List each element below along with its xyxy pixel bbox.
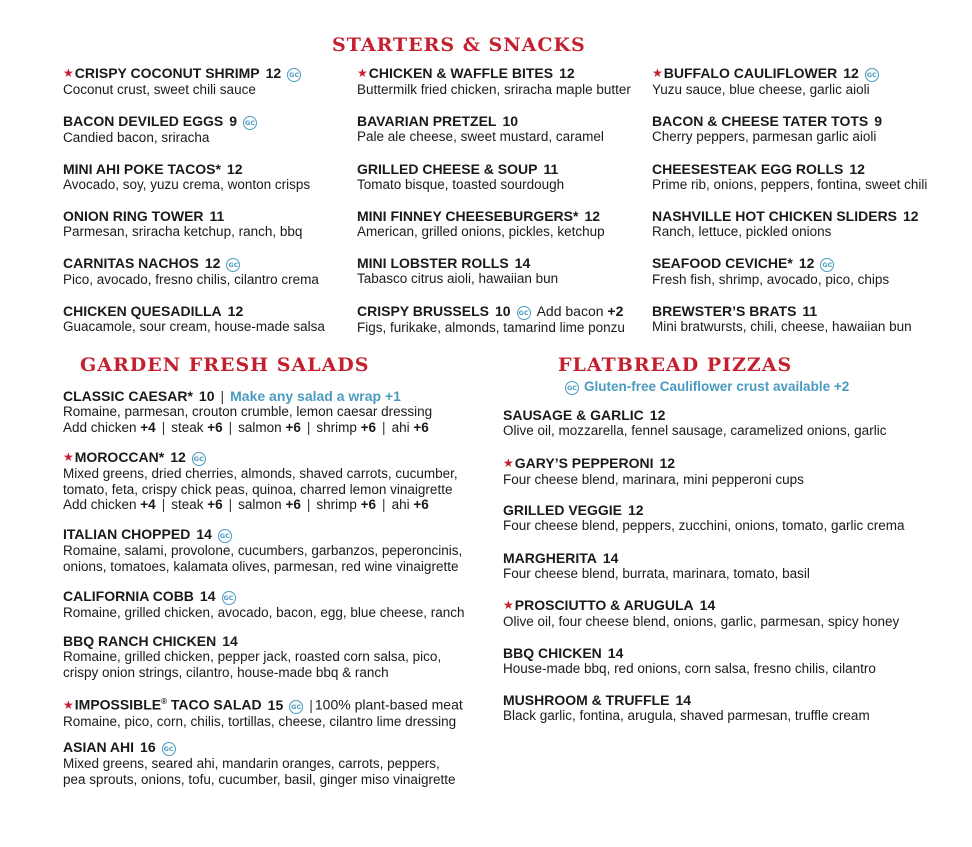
pizzas-heading: FLATBREAD PIZZAS: [558, 354, 793, 376]
item-price: 9: [874, 113, 883, 129]
item-description: Four cheese blend, marinara, mini pepperoni cups: [503, 472, 804, 487]
item-name: CHEESESTEAK EGG ROLLS: [652, 161, 844, 177]
gluten-free-crust-note: GC Gluten-free Cauliflower crust available +2: [566, 379, 850, 394]
item-price: 12: [584, 208, 601, 224]
item-price: 9: [229, 113, 238, 129]
star-icon: ★: [357, 66, 368, 80]
item-name: MINI LOBSTER ROLLS: [357, 255, 509, 271]
menu-item: [503, 550, 810, 582]
addon-note: Add bacon +2: [536, 303, 624, 319]
item-name: CARNITAS NACHOS: [63, 255, 199, 271]
item-price: 11: [802, 303, 818, 319]
item-price: 12: [226, 161, 243, 177]
registered-mark: ®: [161, 697, 168, 706]
item-name: MINI FINNEY CHEESEBURGERS*: [357, 208, 579, 224]
menu-item: [357, 113, 604, 145]
gluten-conscious-icon: GC: [162, 742, 176, 756]
star-icon: ★: [503, 598, 514, 612]
item-name: CRISPY COCONUT SHRIMP: [74, 65, 260, 81]
item-price: 10: [502, 113, 519, 129]
item-description: Prime rib, onions, peppers, fontina, sweet chili: [652, 177, 928, 192]
menu-item: [503, 502, 904, 534]
item-name: ASIAN AHI: [63, 739, 135, 755]
menu-item: [503, 455, 804, 488]
menu-item: [63, 588, 465, 621]
gluten-conscious-icon: GC: [517, 306, 531, 320]
gluten-conscious-icon: GC: [565, 381, 579, 395]
item-price: 14: [199, 588, 216, 604]
menu-item: [652, 255, 889, 288]
item-name: IMPOSSIBLE: [74, 696, 162, 713]
item-description-2: pea sprouts, onions, tofu, cucumber, basil, ginger miso vinaigrette: [63, 771, 456, 787]
item-description: Tabasco citrus aioli, hawaiian bun: [357, 271, 559, 286]
item-name: NASHVILLE HOT CHICKEN SLIDERS: [652, 208, 898, 224]
item-price: 14: [607, 645, 624, 661]
menu-item: [503, 645, 876, 677]
gluten-conscious-icon: GC: [289, 700, 303, 714]
menu-item: ★IMPOSSIBLE® TACO SALAD 15 GC | 100% plant-based meat Romaine, pico, corn, chilis, tortillas, cheese, cilantro lime dressing: [63, 696, 463, 729]
item-description: Parmesan, sriracha ketchup, ranch, bbq: [63, 224, 303, 239]
item-name: ONION RING TOWER: [63, 208, 204, 224]
menu-item: [357, 65, 631, 98]
item-description: American, grilled onions, pickles, ketchup: [357, 224, 605, 239]
item-description: Romaine, grilled chicken, pepper jack, roasted corn salsa, pico,: [63, 649, 442, 664]
menu-item: [503, 692, 870, 724]
item-price: 12: [204, 255, 221, 271]
item-description: Mixed greens, seared ahi, mandarin oranges, carrots, peppers,: [63, 756, 440, 771]
item-price: 12: [903, 208, 919, 224]
item-description: Coconut crust, sweet chili sauce: [63, 82, 256, 97]
item-name: SEAFOOD CEVICHE*: [652, 255, 793, 271]
menu-item: [63, 303, 325, 335]
item-description-2: onions, tomatoes, kalamata olives, parmesan, red wine vinaigrette: [63, 558, 459, 574]
item-name: BBQ CHICKEN: [503, 645, 602, 661]
item-description: Avocado, soy, yuzu crema, wonton crisps: [63, 177, 311, 192]
menu-item: [63, 526, 462, 574]
menu-item: [63, 161, 310, 193]
item-description-2: tomato, feta, crispy chick peas, quinoa, charred lemon vinaigrette: [63, 481, 453, 497]
item-description: Guacamole, sour cream, house-made salsa: [63, 319, 325, 334]
item-price: 12: [649, 407, 666, 423]
item-description: Romaine, pico, corn, chilis, tortillas, cheese, cilantro lime dressing: [63, 713, 457, 729]
item-price: 14: [699, 597, 716, 613]
item-name: CRISPY BRUSSELS: [357, 303, 489, 319]
item-description: Pale ale cheese, sweet mustard, caramel: [357, 129, 604, 144]
menu-item: [357, 303, 625, 336]
item-name: BACON DEVILED EGGS: [63, 113, 224, 129]
menu-item: [63, 255, 319, 288]
item-name: MARGHERITA: [503, 550, 597, 566]
menu-item: [63, 449, 458, 513]
item-name: ITALIAN CHOPPED: [63, 526, 191, 542]
item-description: Romaine, parmesan, crouton crumble, lemon caesar dressing: [63, 404, 433, 419]
menu-item: [63, 739, 455, 787]
item-price: 10: [198, 388, 215, 404]
salad-addons: Add chicken +4 | steak +6 | salmon +6 | shrimp +6 | ahi +6: [63, 497, 429, 512]
item-price: 14: [196, 526, 212, 542]
menu-item: [357, 161, 564, 193]
star-icon: ★: [63, 697, 74, 712]
item-name: CALIFORNIA COBB: [63, 588, 194, 604]
star-icon: ★: [63, 66, 74, 80]
item-price: 11: [209, 208, 225, 224]
menu-item: [63, 65, 301, 98]
item-description: Buttermilk fried chicken, sriracha maple butter: [357, 82, 631, 97]
item-price: 12: [265, 65, 282, 81]
item-price: 14: [602, 550, 619, 566]
item-name: MUSHROOM & TRUFFLE: [503, 692, 670, 708]
item-name: MINI AHI POKE TACOS*: [63, 161, 221, 177]
item-price: 14: [675, 692, 692, 708]
menu-item: [63, 633, 441, 680]
item-price: 12: [659, 455, 676, 471]
item-name: GRILLED CHEESE & SOUP: [357, 161, 538, 177]
item-name: GRILLED VEGGIE: [503, 502, 623, 518]
item-price: 15: [267, 696, 284, 713]
item-description: Candied bacon, sriracha: [63, 130, 210, 145]
menu-item: [652, 113, 882, 145]
item-description: Four cheese blend, peppers, zucchini, onions, tomato, garlic crema: [503, 518, 905, 533]
salad-addons: Add chicken +4 | steak +6 | salmon +6 | shrimp +6 | ahi +6: [63, 419, 429, 435]
item-price: 10: [495, 303, 511, 319]
menu-item: [63, 113, 257, 146]
salads-heading: GARDEN FRESH SALADS: [80, 354, 370, 376]
item-name: CHICKEN QUESADILLA: [63, 303, 222, 319]
menu-item: [652, 161, 927, 193]
star-icon: ★: [652, 66, 663, 80]
gluten-conscious-icon: GC: [287, 68, 301, 82]
item-name-suffix: TACO SALAD: [167, 696, 262, 713]
item-price: 12: [798, 255, 815, 271]
item-name: PROSCIUTTO & ARUGULA: [514, 597, 694, 613]
item-name: SAUSAGE & GARLIC: [503, 407, 644, 423]
menu-item: [652, 208, 919, 240]
item-description: Romaine, salami, provolone, cucumbers, garbanzos, peperoncinis,: [63, 543, 463, 558]
item-description: Yuzu sauce, blue cheese, garlic aioli: [652, 82, 870, 97]
item-description: Figs, furikake, almonds, tamarind lime ponzu: [357, 320, 625, 335]
item-price: 12: [843, 65, 859, 81]
item-name: BREWSTER’S BRATS: [652, 303, 797, 319]
item-name: GARY’S PEPPERONI: [514, 455, 654, 471]
item-description: Mixed greens, dried cherries, almonds, shaved carrots, cucumber,: [63, 466, 458, 481]
star-icon: ★: [63, 450, 74, 464]
gluten-conscious-icon: GC: [243, 116, 257, 130]
item-price: 12: [227, 303, 244, 319]
item-description: Olive oil, four cheese blend, onions, garlic, parmesan, spicy honey: [503, 614, 900, 629]
item-description: Mini bratwursts, chili, cheese, hawaiian bun: [652, 319, 912, 334]
gluten-conscious-icon: GC: [865, 68, 879, 82]
item-description: Four cheese blend, burrata, marinara, tomato, basil: [503, 566, 810, 581]
item-price: 16: [140, 739, 156, 755]
gluten-conscious-icon: GC: [226, 258, 240, 272]
item-price: 11: [543, 161, 559, 177]
item-description: Black garlic, fontina, arugula, shaved parmesan, truffle cream: [503, 708, 870, 723]
item-price: 12: [628, 502, 644, 518]
item-description: Fresh fish, shrimp, avocado, pico, chips: [652, 272, 890, 287]
menu-item: [357, 255, 558, 287]
item-name: CHICKEN & WAFFLE BITES: [368, 65, 554, 81]
menu-item: CLASSIC CAESAR* 10 | Make any salad a wrap +1 Romaine, parmesan, crouton crumble, lemon caesar dressing Add chicken +4 | steak +6 | salmon +6 | shrimp +6 | ahi +6: [63, 388, 433, 435]
item-price: 12: [170, 449, 186, 465]
item-description: Pico, avocado, fresno chilis, cilantro crema: [63, 272, 319, 287]
item-price: 14: [222, 633, 238, 649]
starters-heading: STARTERS & SNACKS: [332, 34, 586, 56]
item-name: MOROCCAN*: [74, 449, 165, 465]
item-price: 12: [559, 65, 575, 81]
item-description: Cherry peppers, parmesan garlic aioli: [652, 129, 877, 144]
menu-item: [503, 407, 886, 439]
item-name: BBQ RANCH CHICKEN: [63, 633, 217, 649]
item-name: BUFFALO CAULIFLOWER: [663, 65, 838, 81]
item-name: BAVARIAN PRETZEL: [357, 113, 497, 129]
item-description-2: crispy onion strings, cilantro, house-made bbq & ranch: [63, 664, 389, 680]
gluten-conscious-icon: GC: [192, 452, 206, 466]
item-name: CLASSIC CAESAR*: [63, 388, 193, 404]
gluten-conscious-icon: GC: [820, 258, 834, 272]
item-description: Romaine, grilled chicken, avocado, bacon, egg, blue cheese, ranch: [63, 605, 465, 620]
star-icon: ★: [503, 456, 514, 470]
item-name: BACON & CHEESE TATER TOTS: [652, 113, 869, 129]
wrap-note: Make any salad a wrap +1: [230, 388, 401, 404]
item-description: Ranch, lettuce, pickled onions: [652, 224, 832, 239]
gluten-conscious-icon: GC: [218, 529, 232, 543]
item-price: 14: [514, 255, 531, 271]
item-description: Olive oil, mozzarella, fennel sausage, caramelized onions, garlic: [503, 423, 887, 438]
item-description: House-made bbq, red onions, corn salsa, fresno chilis, cilantro: [503, 661, 876, 676]
menu-item: [652, 65, 879, 98]
item-price: 12: [849, 161, 865, 177]
item-description: Tomato bisque, toasted sourdough: [357, 177, 565, 192]
plant-based-note: 100% plant-based meat: [314, 696, 463, 713]
gluten-conscious-icon: GC: [222, 591, 236, 605]
menu-item: [503, 597, 899, 630]
menu-item: [652, 303, 912, 335]
menu-item: [63, 208, 302, 240]
menu-item: [357, 208, 605, 240]
